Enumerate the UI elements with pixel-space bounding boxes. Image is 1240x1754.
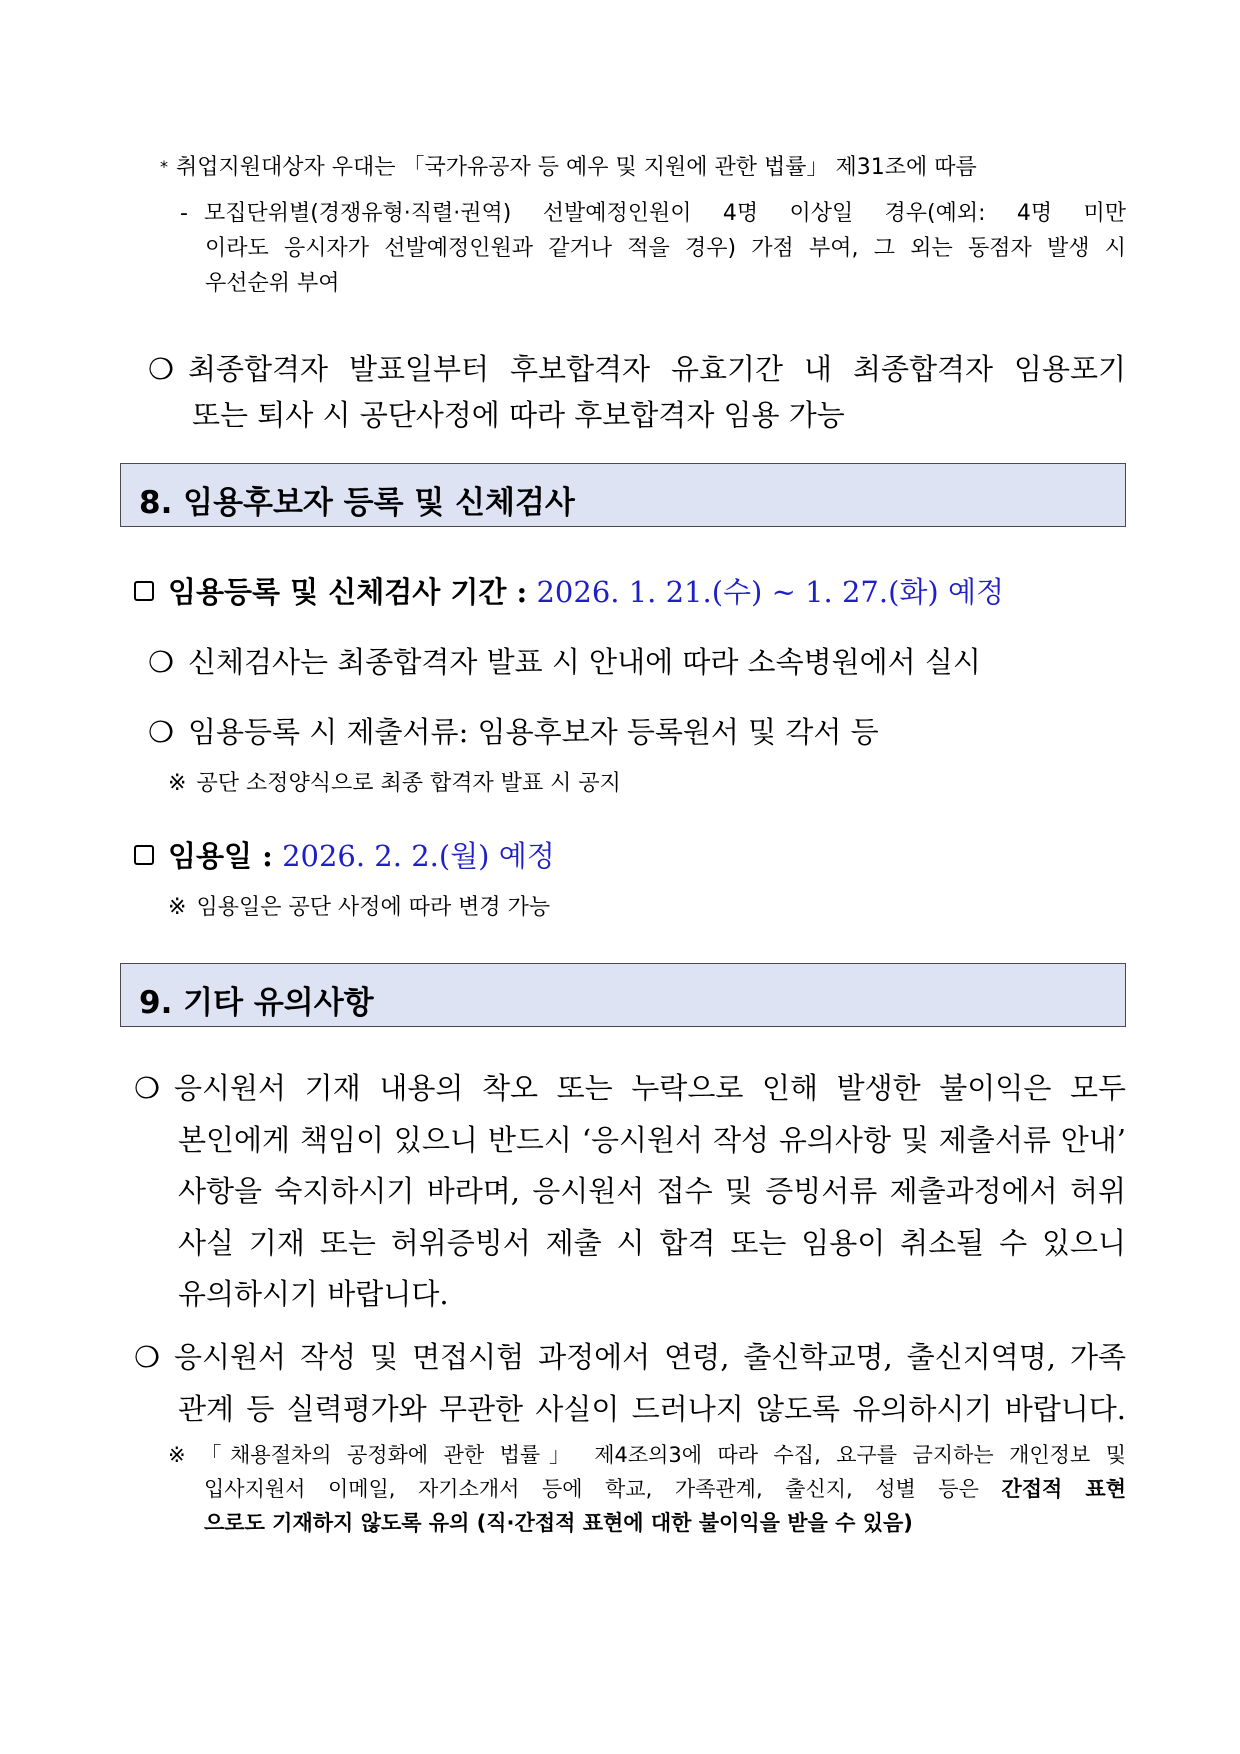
section-9-note [168, 1438, 1126, 1540]
star-note [160, 150, 1126, 181]
note-line-2-text: 입사지원서 이메일, 자기소개서 등에 학교, 가족관계, 출신지, 성별 등은 [204, 1477, 979, 1501]
note-line-1 [168, 1438, 1126, 1472]
dash-line-1-text: 모집단위별(경쟁유형·직렬·권역) 선발예정인원이 4명 이상일 경우(예외: 4명 미만 [203, 201, 1126, 226]
period-value: 2026. 1. 21.(수) ~ 1. 27.(화) 예정 [536, 575, 1004, 609]
note-line-3 [168, 1506, 1126, 1540]
bullet-health-check [148, 640, 981, 681]
note-date-change-text: 임용일은 공단 사정에 따라 변경 가능 [196, 895, 551, 920]
section-9-header [120, 963, 1126, 1027]
checkbox-square-icon [134, 581, 154, 601]
para-1-line-5: 유의하시기 바랍니다. [178, 1277, 449, 1311]
note-form [168, 766, 621, 797]
period-label: 임용등록 및 신체검사 기간 : [168, 575, 528, 609]
circle-marker: ❍ [134, 1340, 160, 1374]
bullet-documents [148, 710, 879, 751]
circle-marker: ❍ [148, 352, 174, 386]
circle-item-1-line1 [148, 346, 1126, 392]
date-value: 2026. 2. 2.(월) 예정 [282, 839, 555, 873]
date-label: 임용일 : [168, 839, 273, 873]
dash-line-2: 이라도 응시자가 선발예정인원과 같거나 적을 경우) 가점 부여, 그 외는 동점자 발생 시 [205, 236, 1126, 261]
bullet-documents-text: 임용등록 시 제출서류: 임용후보자 등록원서 및 각서 등 [188, 715, 879, 749]
bullet-health-check-text: 신체검사는 최종합격자 발표 시 안내에 따라 소속병원에서 실시 [188, 645, 981, 679]
circle-item-1-text: 최종합격자 발표일부터 후보합격자 유효기간 내 최종합격자 임용포기 [188, 352, 1126, 386]
note-line-1-text: 「채용절차의 공정화에 관한 법률」 제4조의3에 따라 수집, 요구를 금지하는 개인정보 및 [200, 1443, 1126, 1467]
checkbox-square-icon [134, 845, 154, 865]
note-line-3-text: 으로도 기재하지 않도록 유의 (직·간접적 표현에 대한 불이익을 받을 수 있음) [204, 1511, 913, 1535]
note-marker: ※ [168, 895, 187, 920]
para-1-line-1 [134, 1063, 1126, 1115]
registration-period [134, 570, 1004, 611]
dash-item [180, 196, 1126, 301]
section-9-title: 9. 기타 유의사항 [139, 985, 374, 1021]
section-8-header [120, 463, 1126, 527]
para-2-line-2: 관계 등 실력평가와 무관한 사실이 드러나지 않도록 유의하시기 바랍니다. [178, 1391, 1126, 1426]
circle-marker: ❍ [148, 715, 174, 749]
note-line-2 [168, 1472, 1126, 1506]
note-marker: ※ [168, 771, 187, 796]
appointment-date [134, 834, 555, 875]
section-8-title: 8. 임용후보자 등록 및 신체검사 [139, 485, 575, 521]
section-9-para-1 [134, 1063, 1126, 1321]
para-2-line-1-text: 응시원서 작성 및 면접시험 과정에서 연령, 출신학교명, 출신지역명, 가족 [174, 1340, 1126, 1374]
dash-line-1 [180, 196, 1126, 231]
circle-item-1-line2: 또는 퇴사 시 공단사정에 따라 후보합격자 임용 가능 [192, 398, 845, 432]
circle-item-1 [148, 346, 1126, 438]
dash-line-3: 우선순위 부여 [205, 271, 340, 296]
para-1-line-3: 사항을 숙지하시기 바라며, 응시원서 접수 및 증빙서류 제출과정에서 허위 [178, 1174, 1126, 1208]
star-note-text: 취업지원대상자 우대는 「국가유공자 등 예우 및 지원에 관한 법률」 제31조에 따름 [176, 155, 977, 180]
para-1-line-2: 본인에게 책임이 있으니 반드시 ‘응시원서 작성 유의사항 및 제출서류 안내’ [178, 1122, 1126, 1157]
dash-marker: - [180, 201, 188, 226]
para-1-line-1-text: 응시원서 기재 내용의 착오 또는 누락으로 인해 발생한 불이익은 모두 [174, 1071, 1126, 1105]
note-form-text: 공단 소정양식으로 최종 합격자 발표 시 공지 [196, 771, 621, 796]
note-line-2-bold: 간접적 표현 [1001, 1477, 1126, 1501]
section-9-para-2 [134, 1332, 1126, 1435]
star-marker: * [160, 157, 168, 176]
circle-marker: ❍ [148, 645, 174, 679]
note-date-change [168, 890, 550, 921]
note-marker: ※ [168, 1443, 195, 1467]
para-1-line-4: 사실 기재 또는 허위증빙서 제출 시 합격 또는 임용이 취소될 수 있으니 [178, 1225, 1126, 1260]
para-2-line-1 [134, 1332, 1126, 1384]
circle-marker: ❍ [134, 1071, 160, 1105]
